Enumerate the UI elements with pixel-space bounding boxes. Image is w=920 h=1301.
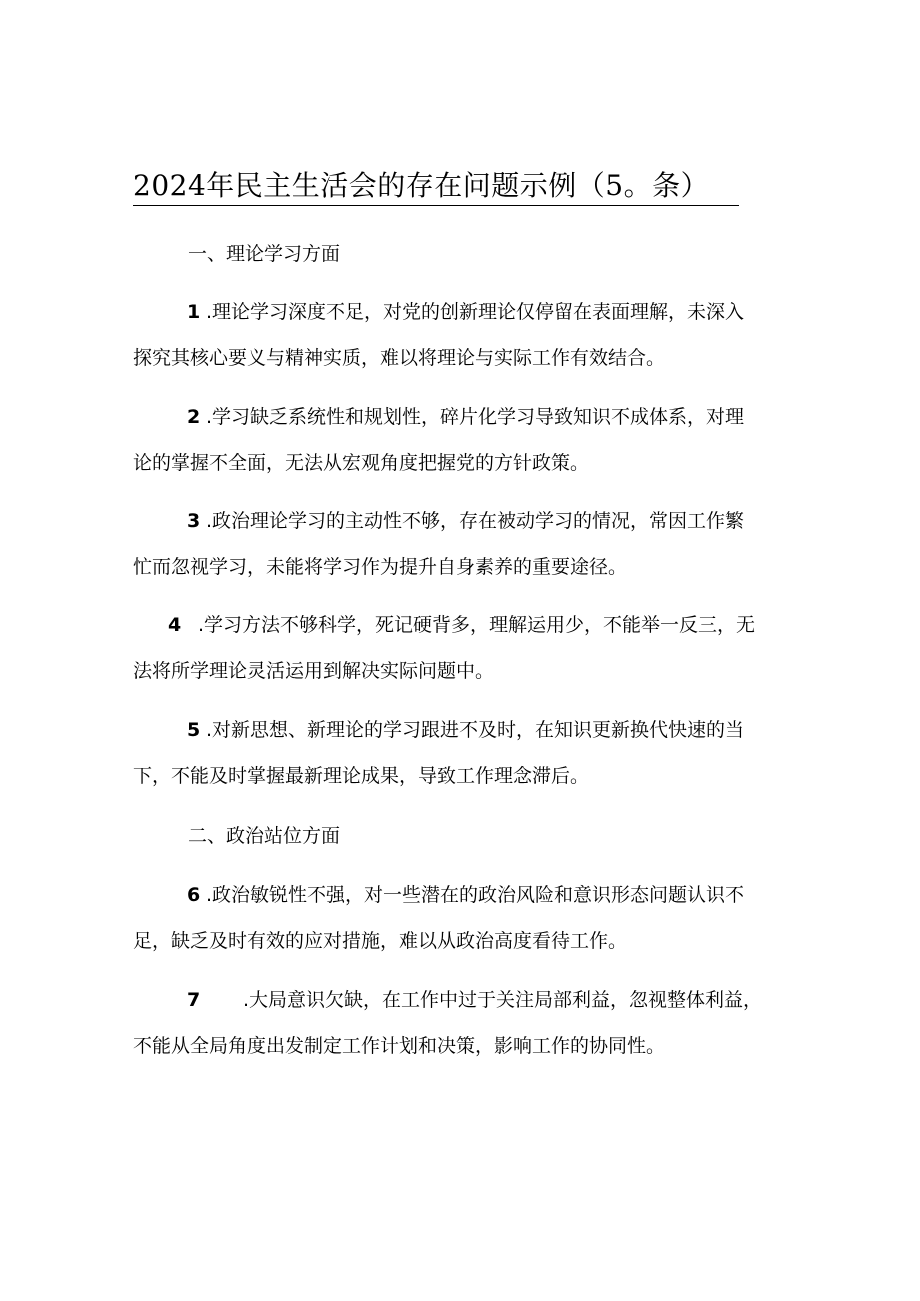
- list-item: [133, 986, 783, 1078]
- item-text-line1: .学习方法不够科学，死记硬背多，理解运用少，不能举一反三，无: [198, 614, 756, 636]
- section-heading-political-stance: 二、政治站位方面: [188, 825, 341, 847]
- item-text-line2: 下，不能及时掌握最新理论成果，导致工作理念滞后。: [133, 765, 590, 787]
- item-text-line1: .学习缺乏系统性和规划性，碎片化学习导致知识不成体系，对理: [206, 406, 745, 428]
- list-item: [133, 507, 783, 599]
- item-text-line2: 探究其核心要义与精神实质，难以将理论与实际工作有效结合。: [133, 347, 666, 369]
- item-number: 6: [187, 884, 201, 906]
- item-number: 7: [187, 989, 201, 1011]
- item-text-line2: 足，缺乏及时有效的应对措施，难以从政治高度看待工作。: [133, 930, 628, 952]
- item-text-line2: 忙而忽视学习，未能将学习作为提升自身素养的重要途径。: [133, 556, 628, 578]
- list-item: [133, 403, 783, 495]
- item-text-line1: .理论学习深度不足，对党的创新理论仅停留在表面理解，未深入: [206, 301, 745, 323]
- item-number: 3: [187, 510, 201, 532]
- item-text-line2: 法将所学理论灵活运用到解决实际问题中。: [133, 660, 495, 682]
- item-number: 2: [187, 406, 201, 428]
- item-number: 4: [168, 614, 182, 636]
- item-text-line1: .政治理论学习的主动性不够，存在被动学习的情况，常因工作繁: [206, 510, 745, 532]
- item-text-line2: 不能从全局角度出发制定工作计划和决策，影响工作的协同性。: [133, 1035, 666, 1057]
- item-text-line1: .大局意识欠缺，在工作中过于关注局部利益，忽视整体利益，: [243, 989, 763, 1011]
- item-text-line1: .对新思想、新理论的学习跟进不及时，在知识更新换代快速的当: [206, 719, 745, 741]
- list-item: [133, 716, 783, 808]
- list-item: [133, 611, 783, 703]
- item-number: 1: [187, 301, 201, 323]
- section-heading-theory-study: 一、理论学习方面: [188, 243, 341, 265]
- list-item: [133, 881, 783, 973]
- item-text-line2: 论的掌握不全面，无法从宏观角度把握党的方针政策。: [133, 452, 590, 474]
- item-number: 5: [187, 719, 201, 741]
- list-item: [133, 298, 783, 390]
- document-title: 2024年民主生活会的存在问题示例（5。条）: [133, 169, 710, 202]
- item-text-line1: .政治敏锐性不强，对一些潜在的政治风险和意识形态问题认识不: [206, 884, 745, 906]
- title-underline: [133, 205, 739, 206]
